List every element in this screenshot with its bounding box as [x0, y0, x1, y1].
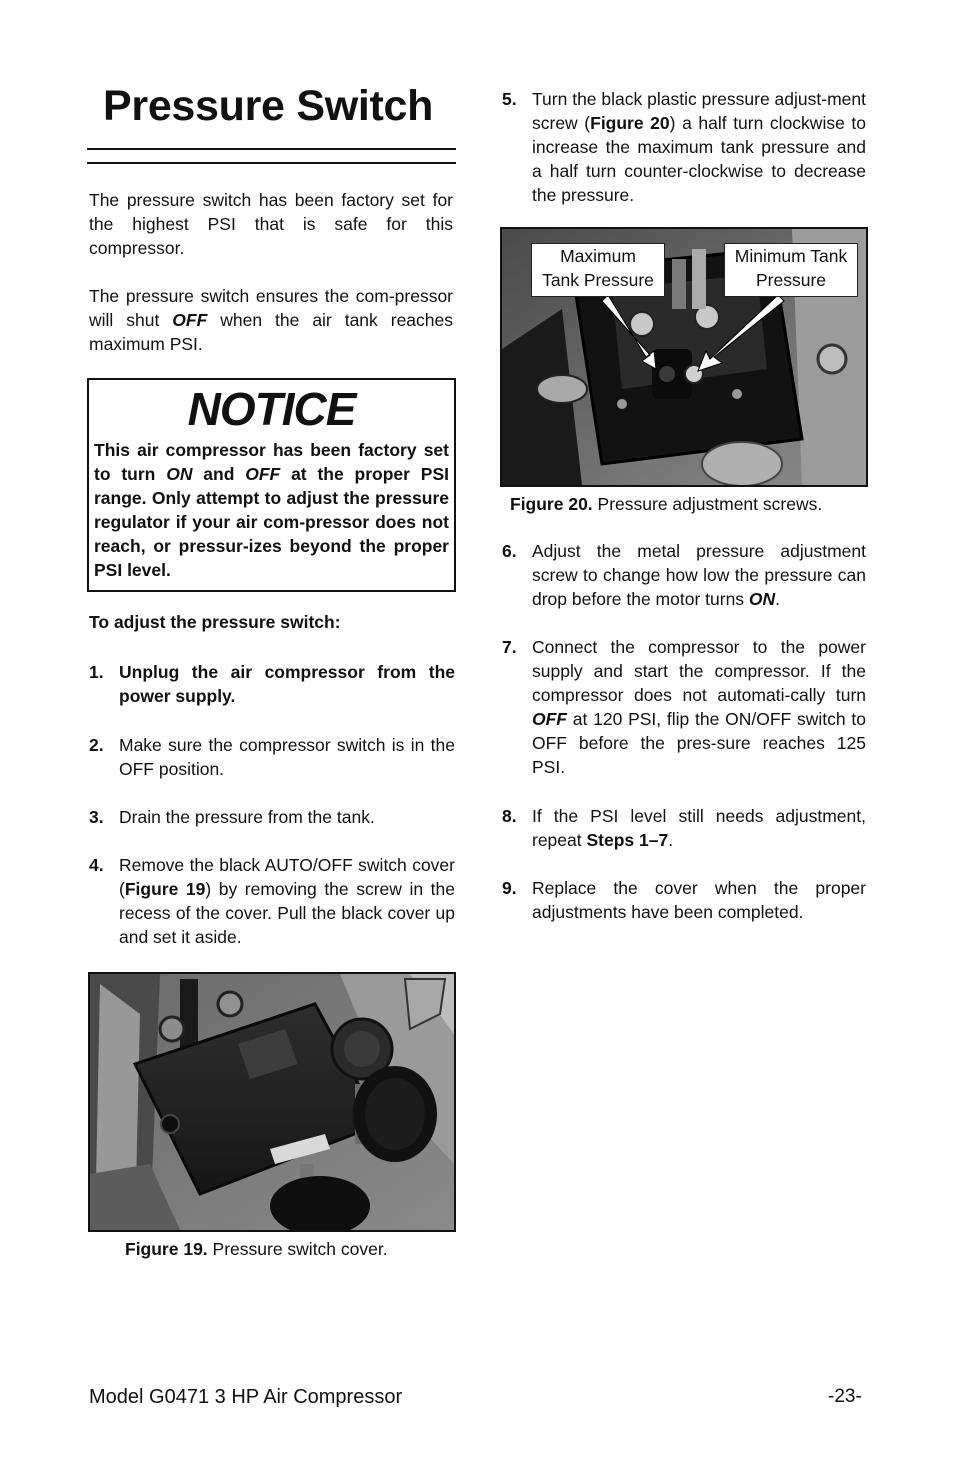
step-text: Unplug the air compressor from the power supply. [119, 662, 455, 706]
step-text: Remove the black AUTO/OFF switch cover (Figure 19) by removing the screw in the recess of the cover. Pull the black cover up and set it aside. [119, 855, 455, 947]
procedure-heading: To adjust the pressure switch: [89, 612, 341, 632]
notice-box [87, 378, 456, 592]
figure-19-image [88, 972, 456, 1232]
figure-20-image [500, 227, 868, 487]
step-number: 8. [502, 806, 517, 826]
step-number: 6. [502, 541, 517, 561]
callout-maximum-tank-pressure: Maximum Tank Pressure [531, 243, 665, 297]
title-rule-top [87, 148, 456, 150]
step-number: 5. [502, 89, 517, 109]
step-6 [502, 539, 866, 611]
step-4 [89, 853, 455, 949]
step-2 [89, 733, 455, 781]
step-number: 9. [502, 878, 517, 898]
step-text: Drain the pressure from the tank. [119, 807, 375, 827]
step-number: 7. [502, 637, 517, 657]
step-number: 1. [89, 662, 104, 682]
callout-minimum-tank-pressure: Minimum Tank Pressure [724, 243, 858, 297]
notice-heading: NOTICE [187, 383, 356, 435]
step-8 [502, 804, 866, 852]
pressure-switch-cover-illustration [90, 974, 454, 1230]
step-3 [89, 805, 455, 829]
step-9 [502, 876, 866, 924]
step-1 [89, 660, 455, 708]
figure-19-caption: Figure 19. Pressure switch cover. [125, 1239, 388, 1259]
step-text: Make sure the compressor switch is in the OFF position. [119, 735, 455, 779]
step-number: 3. [89, 807, 104, 827]
step-text: Adjust the metal pressure adjustment screw to change how low the pressure can drop before the motor turns ON. [532, 541, 866, 609]
page-title: Pressure Switch [103, 82, 434, 130]
step-number: 4. [89, 855, 104, 875]
step-text: Turn the black plastic pressure adjust-ment screw (Figure 20) a half turn clockwise to increase the maximum tank pressure and a half turn counter-clockwise to decrease the pressure. [532, 89, 866, 205]
footer-page-number: -23- [828, 1386, 862, 1407]
notice-text: This air compressor has been factory set to turn ON and OFF at the proper PSI range. Only attempt to adjust the pressure regulator if your air com-pressor does not reach, or pressur-izes beyond the proper PSI level. [94, 440, 449, 580]
title-rule-bottom [87, 162, 456, 164]
step-text: Connect the compressor to the power supply and start the compressor. If the compressor does not automati-cally turn OFF at 120 PSI, flip the ON/OFF switch to OFF before the pres-sure reaches 125 PSI. [532, 637, 866, 777]
intro-paragraph-1: The pressure switch has been factory set for the highest PSI that is safe for this compressor. [89, 190, 453, 258]
step-number: 2. [89, 735, 104, 755]
step-5 [502, 87, 866, 207]
footer-model: Model G0471 3 HP Air Compressor [89, 1386, 403, 1408]
step-7 [502, 635, 866, 779]
intro-paragraph-2: The pressure switch ensures the com-pressor will shut OFF when the air tank reaches maximum PSI. [89, 286, 454, 354]
step-text: Replace the cover when the proper adjustments have been completed. [532, 878, 866, 922]
step-text: If the PSI level still needs adjustment, repeat Steps 1–7. [532, 806, 866, 850]
figure-20-caption: Figure 20. Pressure adjustment screws. [510, 494, 823, 514]
